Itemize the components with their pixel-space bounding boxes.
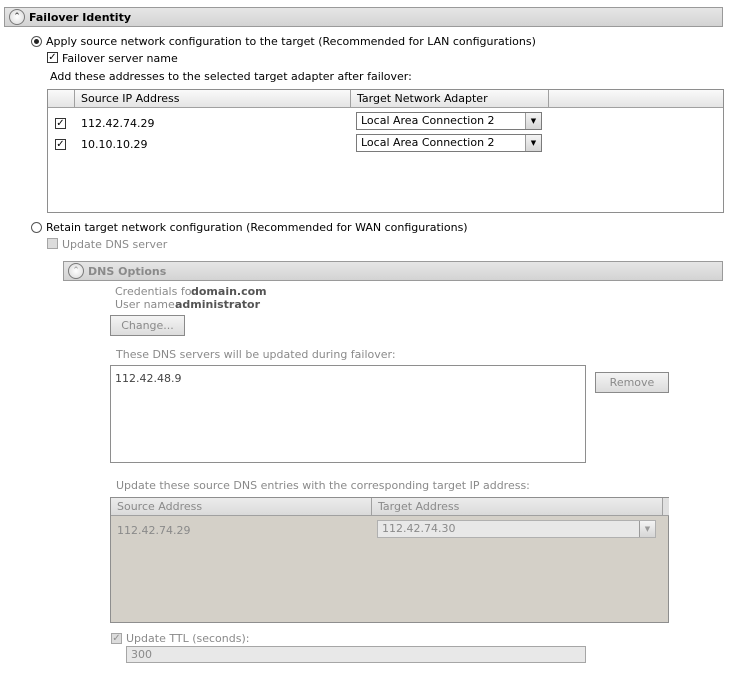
failover-identity-title: Failover Identity [29,11,131,24]
username-value: administrator [175,298,261,311]
chevron-down-icon[interactable]: ▼ [525,135,541,151]
list-item[interactable]: 112.42.48.9 [115,372,182,385]
target-adapter-dropdown[interactable] [356,134,542,152]
update-dns-server-label: Update DNS server [62,238,168,251]
chevron-down-icon[interactable]: ▼ [639,521,655,537]
update-ttl-checkbox[interactable]: ✓ [112,633,121,644]
grid-header-filler [549,90,723,108]
chevron-down-icon[interactable]: ▼ [525,113,541,129]
dns-entries-grid[interactable] [110,497,669,623]
dns-entries-label: Update these source DNS entries with the corresponding target IP address: [116,479,530,492]
ttl-input[interactable]: 300 [126,646,586,663]
retain-target-radio[interactable] [31,222,42,233]
dns-options-header[interactable] [63,261,723,281]
target-adapter-value: Local Area Connection 2 [361,136,495,149]
update-ttl-label: Update TTL (seconds): [126,632,250,645]
row-source-ip: 112.42.74.29 [81,117,155,130]
grid-header-target-address[interactable]: Target Address [372,498,663,516]
dns-options-title: DNS Options [88,265,167,278]
add-addresses-label: Add these addresses to the selected target adapter after failover: [50,70,412,83]
credentials-domain: domain.com [191,285,267,298]
remove-button[interactable]: Remove [595,372,669,393]
entry-target-address-value: 112.42.74.30 [382,522,456,535]
retain-target-label: Retain target network configuration (Recommended for WAN configurations) [46,221,468,234]
dns-servers-label: These DNS servers will be updated during failover: [116,348,396,361]
apply-source-label: Apply source network configuration to the target (Recommended for LAN configurations) [46,35,536,48]
collapse-up-icon[interactable]: ⌃ [9,9,25,25]
dns-servers-list[interactable] [110,365,586,463]
grid-header-blank [48,90,75,108]
target-adapter-dropdown[interactable] [356,112,542,130]
row-checkbox[interactable]: ✓ [56,118,65,129]
grid-header-filler [663,498,669,516]
entry-target-address-dropdown[interactable] [377,520,656,538]
target-adapter-value: Local Area Connection 2 [361,114,495,127]
entry-source-address: 112.42.74.29 [117,524,191,537]
update-dns-server-checkbox[interactable] [47,238,58,249]
collapse-up-icon[interactable]: ⌃ [68,263,84,279]
username-prefix: User name: [115,298,179,311]
apply-source-radio[interactable] [31,36,42,47]
grid-header-source-ip[interactable]: Source IP Address [75,90,351,108]
change-button[interactable]: Change... [110,315,185,336]
row-checkbox[interactable]: ✓ [56,139,65,150]
grid-header-target-adapter[interactable]: Target Network Adapter [351,90,549,108]
failover-identity-header[interactable] [4,7,723,27]
address-grid[interactable] [47,89,724,213]
credentials-prefix: Credentials for [115,285,196,298]
failover-server-name-label: Failover server name [62,52,178,65]
row-source-ip: 10.10.10.29 [81,138,148,151]
failover-server-name-checkbox[interactable]: ✓ [48,52,57,63]
grid-header-source-address[interactable]: Source Address [111,498,372,516]
